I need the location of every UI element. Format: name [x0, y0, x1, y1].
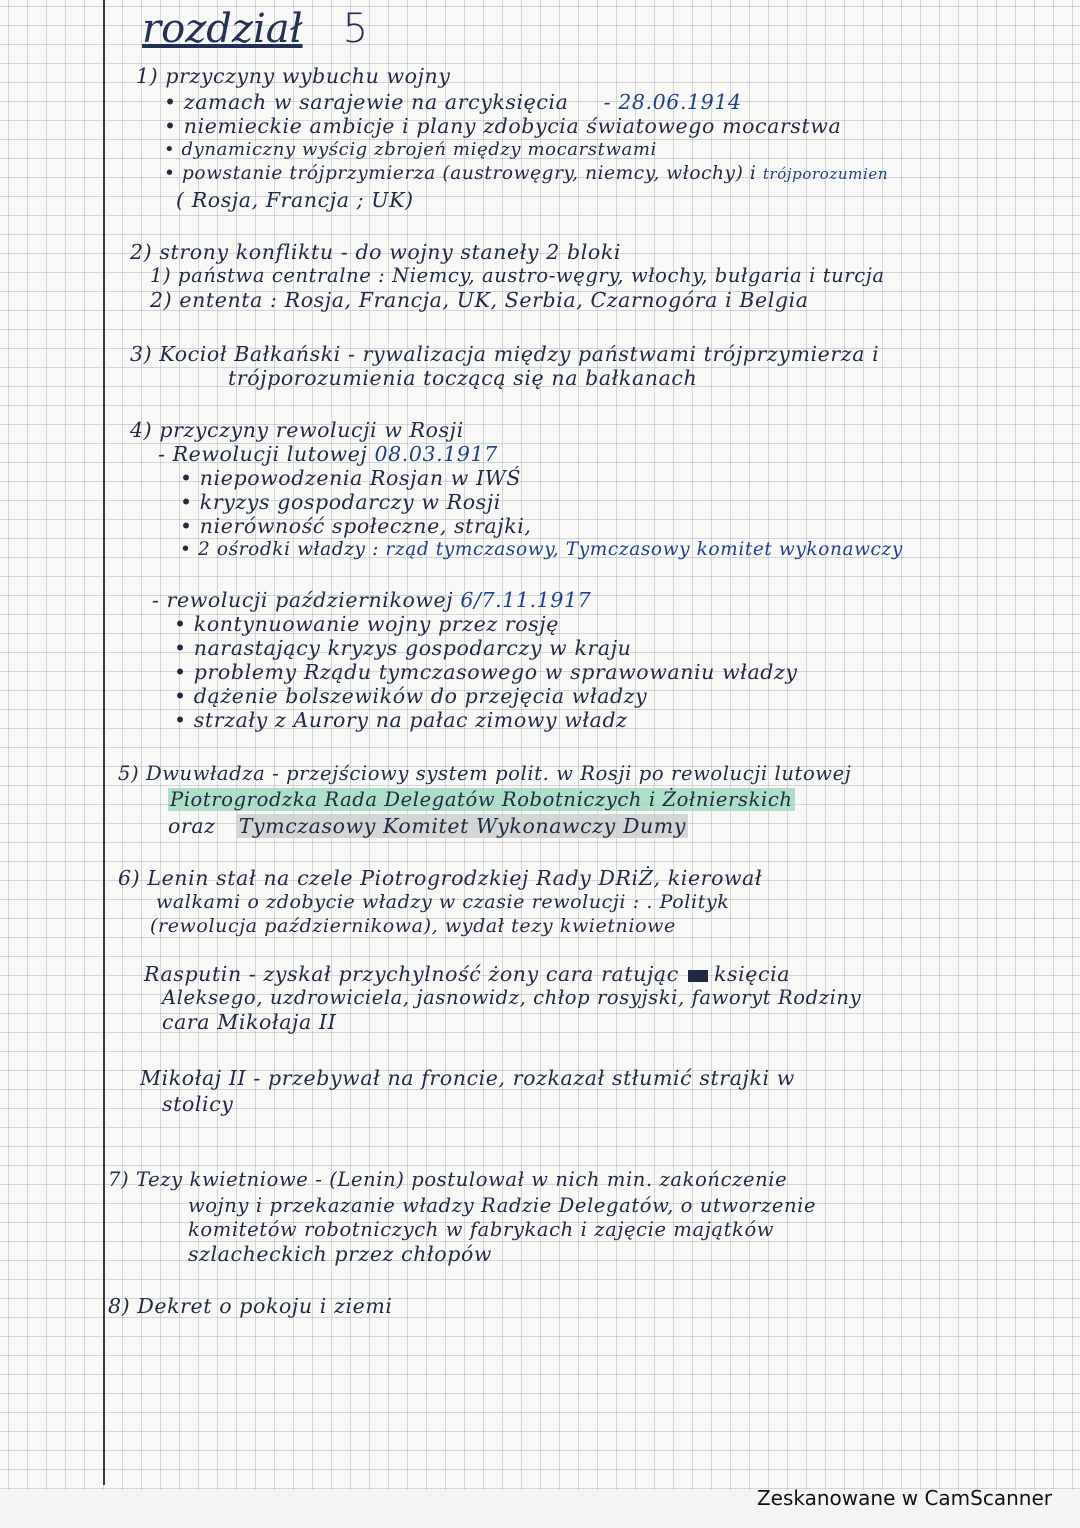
section-3-heading: 3) Kocioł Bałkański - rywalizacja między państwami trójprzymierza i	[130, 342, 880, 366]
handwritten-notes	[108, 0, 1048, 1480]
note-line: • strzały z Aurory na pałac zimowy władz	[174, 708, 628, 732]
note-line: 1) państwa centralne : Niemcy, austro-węgry, włochy, bułgaria i turcja	[150, 264, 885, 287]
note-line: • powstanie trójprzymierza (austrowęgry, niemcy, włochy) i trójporozumien	[164, 163, 889, 184]
note-line: komitetów robotniczych w fabrykach i zajęcie majątków	[188, 1218, 775, 1241]
date: - 28.06.1914	[603, 90, 742, 114]
margin-line	[103, 0, 105, 1485]
scanner-footer: Zeskanowane w CamScanner	[756, 1486, 1052, 1510]
note-line: - Rewolucji lutowej 08.03.1917	[158, 442, 498, 466]
section-1-heading: 1) przyczyny wybuchu wojny	[136, 64, 451, 88]
highlighted-line: oraz Tymczasowy Komitet Wykonawczy Dumy	[168, 814, 687, 838]
section-6-heading: 6) Lenin stał na czele Piotrogrodzkiej Rady DRiŻ, kierował	[118, 866, 763, 890]
note-line: - rewolucji październikowej 6/7.11.1917	[152, 588, 592, 612]
highlight: Piotrogrodzka Rada Delegatów Robotniczych i Żołnierskich	[170, 788, 793, 811]
note-line: • kontynuowanie wojny przez rosję	[174, 612, 559, 636]
note-line: trójporozumienia toczącą się na bałkanach	[228, 366, 698, 390]
highlighted-line	[168, 788, 795, 812]
note-fragment: rząd tymczasowy, Tymczasowy komitet wykonawczy	[385, 539, 903, 560]
section-8-heading: 8) Dekret o pokoju i ziemi	[108, 1294, 393, 1318]
note-line: walkami o zdobycie władzy w czasie rewolucji : . Polityk	[156, 891, 730, 913]
note-line: Aleksego, uzdrowiciela, jasnowidz, chłop rosyjski, faworyt Rodziny	[162, 986, 862, 1009]
note-line: Rasputin - zyskał przychylność żony cara ratując księcia	[144, 962, 791, 986]
note-line: wojny i przekazanie władzy Radzie Delegatów, o utworzenie	[188, 1194, 817, 1217]
note-line: • 2 ośrodki władzy : rząd tymczasowy, Tymczasowy komitet wykonawczy	[180, 539, 903, 560]
date: 6/7.11.1917	[460, 588, 592, 612]
highlight: Tymczasowy Komitet Wykonawczy Dumy	[238, 814, 687, 838]
chapter-heading	[142, 6, 368, 52]
note-line: • narastający kryzys gospodarczy w kraju	[174, 636, 632, 660]
note-line: stolicy	[162, 1092, 234, 1116]
note-line: (rewolucja październikowa), wydał tezy kwietniowe	[150, 915, 676, 937]
section-2-heading: 2) strony konfliktu - do wojny staneły 2 bloki	[130, 240, 621, 264]
note-line: • dynamiczny wyścig zbrojeń między mocarstwami	[164, 139, 657, 160]
section-7-heading: 7) Tezy kwietniowe - (Lenin) postulował w nich min. zakończenie	[108, 1168, 788, 1191]
note-line: • zamach w sarajewie na arcyksięcia - 28.06.1914	[164, 90, 742, 114]
section-4-heading: 4) przyczyny rewolucji w Rosji	[130, 418, 464, 442]
note-line: cara Mikołaja II	[162, 1010, 337, 1034]
chapter-number: 5	[342, 6, 369, 52]
note-line: • nierówność społeczne, strajki,	[180, 514, 532, 538]
chapter-word: rozdział	[142, 6, 303, 52]
date: 08.03.1917	[374, 442, 498, 466]
scribbled-out-word	[688, 970, 708, 982]
section-5-heading: 5) Dwuwładza - przejściowy system polit. w Rosji po rewolucji lutowej	[118, 762, 852, 785]
note-line: • problemy Rządu tymczasowego w sprawowaniu władzy	[174, 660, 798, 684]
note-line: szlacheckich przez chłopów	[188, 1242, 493, 1266]
note-line: Mikołaj II - przebywał na froncie, rozkazał stłumić strajki w	[140, 1066, 795, 1090]
note-line: • kryzys gospodarczy w Rosji	[180, 490, 501, 514]
note-fragment: trójporozumien	[762, 165, 889, 183]
note-line: ( Rosja, Francja ; UK)	[176, 188, 414, 212]
note-line: • niemieckie ambicje i plany zdobycia światowego mocarstwa	[164, 114, 842, 138]
note-line: 2) ententa : Rosja, Francja, UK, Serbia, Czarnogóra i Belgia	[150, 288, 809, 312]
note-line: • dążenie bolszewików do przejęcia władzy	[174, 684, 648, 708]
note-line: • niepowodzenia Rosjan w IWŚ	[180, 466, 522, 490]
